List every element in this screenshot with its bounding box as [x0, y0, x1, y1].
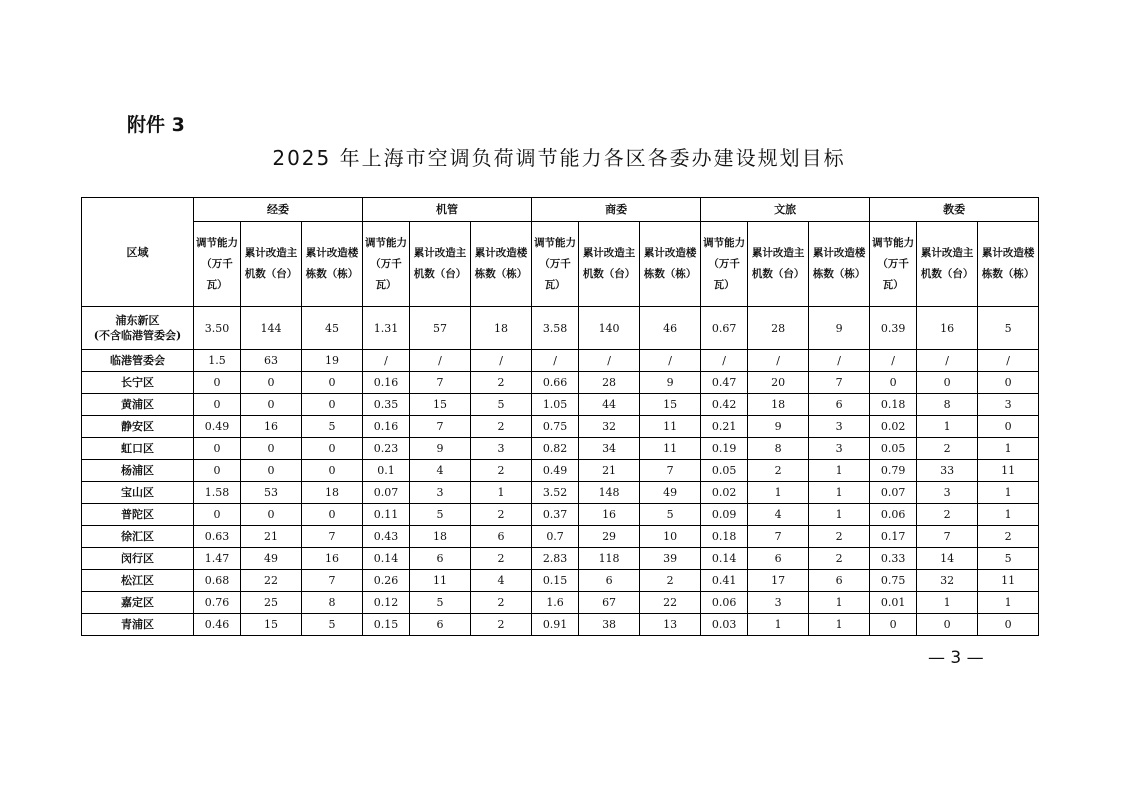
region-cell: 嘉定区	[82, 592, 194, 614]
value-cell: 2	[471, 416, 532, 438]
value-cell: 0	[241, 394, 302, 416]
value-cell: 7	[917, 526, 978, 548]
value-cell: 49	[241, 548, 302, 570]
value-cell: 3	[471, 438, 532, 460]
region-cell: 浦东新区 (不含临港管委会)	[82, 307, 194, 350]
value-cell: 15	[640, 394, 701, 416]
value-cell: 0	[241, 372, 302, 394]
value-cell: 0.79	[870, 460, 917, 482]
value-cell: 0.09	[701, 504, 748, 526]
region-header: 区域	[82, 198, 194, 307]
value-cell: 0.02	[870, 416, 917, 438]
value-cell: 1	[809, 592, 870, 614]
value-cell: 0.06	[870, 504, 917, 526]
table-row	[82, 372, 1039, 394]
value-cell: 0.1	[363, 460, 410, 482]
value-cell: /	[532, 350, 579, 372]
value-cell: 0.12	[363, 592, 410, 614]
value-cell: 7	[302, 570, 363, 592]
value-cell: 0	[870, 614, 917, 636]
value-cell: 33	[917, 460, 978, 482]
group-header: 商委	[532, 198, 701, 222]
sub-header: 累计改造主机数（台）	[410, 222, 471, 307]
region-cell: 宝山区	[82, 482, 194, 504]
value-cell: 18	[471, 307, 532, 350]
sub-header: 累计改造主机数（台）	[241, 222, 302, 307]
value-cell: 3	[809, 416, 870, 438]
value-cell: 1.5	[194, 350, 241, 372]
sub-header: 调节能力（万千瓦）	[194, 222, 241, 307]
table-row	[82, 548, 1039, 570]
sub-header: 累计改造楼栋数（栋）	[302, 222, 363, 307]
value-cell: 0.49	[194, 416, 241, 438]
value-cell: 3	[978, 394, 1039, 416]
value-cell: 0	[194, 394, 241, 416]
sub-header: 调节能力（万千瓦）	[363, 222, 410, 307]
value-cell: 3	[917, 482, 978, 504]
value-cell: 28	[748, 307, 809, 350]
value-cell: 0.33	[870, 548, 917, 570]
value-cell: 5	[410, 504, 471, 526]
table-row	[82, 482, 1039, 504]
value-cell: 25	[241, 592, 302, 614]
value-cell: 5	[302, 614, 363, 636]
value-cell: 7	[809, 372, 870, 394]
value-cell: 8	[302, 592, 363, 614]
region-cell: 虹口区	[82, 438, 194, 460]
value-cell: 17	[748, 570, 809, 592]
value-cell: 0	[302, 438, 363, 460]
value-cell: 0.15	[363, 614, 410, 636]
value-cell: 4	[471, 570, 532, 592]
table-row	[82, 350, 1039, 372]
value-cell: 16	[241, 416, 302, 438]
value-cell: 53	[241, 482, 302, 504]
value-cell: 118	[579, 548, 640, 570]
value-cell: /	[701, 350, 748, 372]
value-cell: 39	[640, 548, 701, 570]
value-cell: 4	[410, 460, 471, 482]
value-cell: 1.31	[363, 307, 410, 350]
table-row	[82, 307, 1039, 350]
value-cell: 0.16	[363, 416, 410, 438]
value-cell: 2	[748, 460, 809, 482]
value-cell: 3.50	[194, 307, 241, 350]
value-cell: 2	[471, 548, 532, 570]
value-cell: 0	[241, 438, 302, 460]
table-row	[82, 526, 1039, 548]
sub-header: 累计改造主机数（台）	[917, 222, 978, 307]
value-cell: 20	[748, 372, 809, 394]
value-cell: 0.26	[363, 570, 410, 592]
value-cell: 11	[640, 438, 701, 460]
value-cell: 0	[978, 372, 1039, 394]
value-cell: 8	[748, 438, 809, 460]
value-cell: 21	[241, 526, 302, 548]
region-cell: 徐汇区	[82, 526, 194, 548]
value-cell: 5	[302, 416, 363, 438]
value-cell: 0.01	[870, 592, 917, 614]
value-cell: 0.17	[870, 526, 917, 548]
value-cell: /	[809, 350, 870, 372]
value-cell: 3.52	[532, 482, 579, 504]
table-row	[82, 504, 1039, 526]
planning-target-table	[81, 197, 1039, 636]
value-cell: 1	[978, 592, 1039, 614]
value-cell: 0.19	[701, 438, 748, 460]
group-header: 机管	[363, 198, 532, 222]
value-cell: 0.18	[701, 526, 748, 548]
value-cell: 38	[579, 614, 640, 636]
value-cell: 0.06	[701, 592, 748, 614]
value-cell: 10	[640, 526, 701, 548]
value-cell: 0	[917, 372, 978, 394]
value-cell: 44	[579, 394, 640, 416]
value-cell: 45	[302, 307, 363, 350]
region-cell: 青浦区	[82, 614, 194, 636]
value-cell: 7	[410, 416, 471, 438]
value-cell: /	[579, 350, 640, 372]
value-cell: 11	[978, 460, 1039, 482]
value-cell: 1	[471, 482, 532, 504]
sub-header: 累计改造楼栋数（栋）	[471, 222, 532, 307]
value-cell: 15	[410, 394, 471, 416]
document-title: 2025 年上海市空调负荷调节能力各区各委办建设规划目标	[272, 146, 846, 170]
value-cell: 6	[579, 570, 640, 592]
value-cell: 11	[978, 570, 1039, 592]
value-cell: 0.66	[532, 372, 579, 394]
value-cell: 7	[640, 460, 701, 482]
value-cell: 2	[471, 592, 532, 614]
region-cell: 松江区	[82, 570, 194, 592]
value-cell: /	[471, 350, 532, 372]
value-cell: 1	[917, 592, 978, 614]
value-cell: 0.49	[532, 460, 579, 482]
value-cell: 11	[410, 570, 471, 592]
value-cell: 0	[917, 614, 978, 636]
value-cell: 0.46	[194, 614, 241, 636]
value-cell: 0	[194, 438, 241, 460]
value-cell: 0	[302, 460, 363, 482]
sub-header: 调节能力（万千瓦）	[870, 222, 917, 307]
value-cell: 2	[809, 548, 870, 570]
value-cell: 0.02	[701, 482, 748, 504]
value-cell: 0.21	[701, 416, 748, 438]
sub-header: 调节能力（万千瓦）	[532, 222, 579, 307]
value-cell: 19	[302, 350, 363, 372]
value-cell: 0.16	[363, 372, 410, 394]
sub-header: 累计改造主机数（台）	[579, 222, 640, 307]
value-cell: 5	[471, 394, 532, 416]
value-cell: 22	[640, 592, 701, 614]
value-cell: 0.43	[363, 526, 410, 548]
value-cell: 2.83	[532, 548, 579, 570]
value-cell: 0.91	[532, 614, 579, 636]
value-cell: 144	[241, 307, 302, 350]
value-cell: 1.47	[194, 548, 241, 570]
value-cell: 0.42	[701, 394, 748, 416]
value-cell: 1.58	[194, 482, 241, 504]
value-cell: 140	[579, 307, 640, 350]
table-row	[82, 460, 1039, 482]
value-cell: /	[363, 350, 410, 372]
group-header: 文旅	[701, 198, 870, 222]
value-cell: 1.05	[532, 394, 579, 416]
value-cell: 148	[579, 482, 640, 504]
value-cell: 0.14	[363, 548, 410, 570]
value-cell: 0.68	[194, 570, 241, 592]
value-cell: 34	[579, 438, 640, 460]
value-cell: 9	[410, 438, 471, 460]
value-cell: 15	[241, 614, 302, 636]
value-cell: 0	[194, 504, 241, 526]
value-cell: 2	[471, 504, 532, 526]
table-row	[82, 394, 1039, 416]
value-cell: 5	[978, 307, 1039, 350]
value-cell: 7	[302, 526, 363, 548]
value-cell: 6	[410, 548, 471, 570]
value-cell: 18	[410, 526, 471, 548]
value-cell: 8	[917, 394, 978, 416]
sub-header: 累计改造楼栋数（栋）	[809, 222, 870, 307]
value-cell: 32	[917, 570, 978, 592]
value-cell: 3.58	[532, 307, 579, 350]
value-cell: 16	[917, 307, 978, 350]
value-cell: 57	[410, 307, 471, 350]
value-cell: 16	[579, 504, 640, 526]
value-cell: 0.63	[194, 526, 241, 548]
table-row	[82, 416, 1039, 438]
value-cell: 1	[978, 438, 1039, 460]
value-cell: 0	[241, 460, 302, 482]
value-cell: 1	[978, 504, 1039, 526]
value-cell: 1.6	[532, 592, 579, 614]
value-cell: 46	[640, 307, 701, 350]
value-cell: 63	[241, 350, 302, 372]
value-cell: 0.15	[532, 570, 579, 592]
value-cell: 2	[471, 614, 532, 636]
table-row	[82, 614, 1039, 636]
region-cell: 普陀区	[82, 504, 194, 526]
value-cell: 2	[471, 460, 532, 482]
value-cell: 32	[579, 416, 640, 438]
value-cell: 1	[809, 504, 870, 526]
value-cell: 14	[917, 548, 978, 570]
value-cell: 0.7	[532, 526, 579, 548]
value-cell: 0	[302, 394, 363, 416]
value-cell: 0.05	[870, 438, 917, 460]
value-cell: 0.35	[363, 394, 410, 416]
attachment-label: 附件 3	[127, 114, 185, 136]
value-cell: 67	[579, 592, 640, 614]
value-cell: 9	[640, 372, 701, 394]
value-cell: 0.03	[701, 614, 748, 636]
value-cell: 0.11	[363, 504, 410, 526]
value-cell: 0.76	[194, 592, 241, 614]
value-cell: /	[870, 350, 917, 372]
value-cell: 0.47	[701, 372, 748, 394]
value-cell: 0	[194, 460, 241, 482]
value-cell: 2	[471, 372, 532, 394]
value-cell: 2	[809, 526, 870, 548]
sub-header: 累计改造楼栋数（栋）	[640, 222, 701, 307]
value-cell: 0.75	[870, 570, 917, 592]
region-cell: 临港管委会	[82, 350, 194, 372]
value-cell: 11	[640, 416, 701, 438]
value-cell: 22	[241, 570, 302, 592]
value-cell: 21	[579, 460, 640, 482]
value-cell: 7	[410, 372, 471, 394]
value-cell: 1	[748, 482, 809, 504]
value-cell: 0	[978, 614, 1039, 636]
value-cell: 5	[640, 504, 701, 526]
value-cell: 3	[410, 482, 471, 504]
value-cell: 0.75	[532, 416, 579, 438]
value-cell: 4	[748, 504, 809, 526]
value-cell: 1	[809, 482, 870, 504]
value-cell: 0.39	[870, 307, 917, 350]
value-cell: 2	[917, 504, 978, 526]
table-row	[82, 592, 1039, 614]
value-cell: 6	[809, 394, 870, 416]
value-cell: 49	[640, 482, 701, 504]
region-cell: 杨浦区	[82, 460, 194, 482]
value-cell: 0	[302, 372, 363, 394]
value-cell: 0.23	[363, 438, 410, 460]
sub-header: 累计改造楼栋数（栋）	[978, 222, 1039, 307]
value-cell: 9	[748, 416, 809, 438]
table-row	[82, 570, 1039, 592]
value-cell: 0	[241, 504, 302, 526]
value-cell: 0	[194, 372, 241, 394]
group-header: 经委	[194, 198, 363, 222]
group-header: 教委	[870, 198, 1039, 222]
table-row	[82, 438, 1039, 460]
page-number: — 3 —	[928, 648, 984, 668]
value-cell: 6	[410, 614, 471, 636]
region-cell: 黄浦区	[82, 394, 194, 416]
value-cell: 0.18	[870, 394, 917, 416]
value-cell: 3	[809, 438, 870, 460]
value-cell: 13	[640, 614, 701, 636]
value-cell: 6	[748, 548, 809, 570]
value-cell: 0.41	[701, 570, 748, 592]
value-cell: 6	[471, 526, 532, 548]
sub-header: 累计改造主机数（台）	[748, 222, 809, 307]
value-cell: 18	[302, 482, 363, 504]
region-cell: 静安区	[82, 416, 194, 438]
value-cell: 0.82	[532, 438, 579, 460]
value-cell: 9	[809, 307, 870, 350]
value-cell: 1	[809, 614, 870, 636]
value-cell: 0	[978, 416, 1039, 438]
value-cell: /	[917, 350, 978, 372]
value-cell: 7	[748, 526, 809, 548]
value-cell: 0	[870, 372, 917, 394]
value-cell: 0.67	[701, 307, 748, 350]
value-cell: 28	[579, 372, 640, 394]
region-cell: 闵行区	[82, 548, 194, 570]
value-cell: 0.07	[870, 482, 917, 504]
value-cell: /	[640, 350, 701, 372]
value-cell: 2	[978, 526, 1039, 548]
value-cell: /	[978, 350, 1039, 372]
value-cell: 0.05	[701, 460, 748, 482]
value-cell: 0.37	[532, 504, 579, 526]
value-cell: 0.07	[363, 482, 410, 504]
sub-header: 调节能力（万千瓦）	[701, 222, 748, 307]
value-cell: 0	[302, 504, 363, 526]
value-cell: 1	[978, 482, 1039, 504]
value-cell: 5	[978, 548, 1039, 570]
value-cell: /	[410, 350, 471, 372]
value-cell: 29	[579, 526, 640, 548]
value-cell: 16	[302, 548, 363, 570]
value-cell: 5	[410, 592, 471, 614]
value-cell: 18	[748, 394, 809, 416]
value-cell: 3	[748, 592, 809, 614]
value-cell: 1	[917, 416, 978, 438]
value-cell: 1	[809, 460, 870, 482]
value-cell: 0.14	[701, 548, 748, 570]
value-cell: /	[748, 350, 809, 372]
value-cell: 2	[640, 570, 701, 592]
region-cell: 长宁区	[82, 372, 194, 394]
value-cell: 1	[748, 614, 809, 636]
value-cell: 2	[917, 438, 978, 460]
value-cell: 6	[809, 570, 870, 592]
